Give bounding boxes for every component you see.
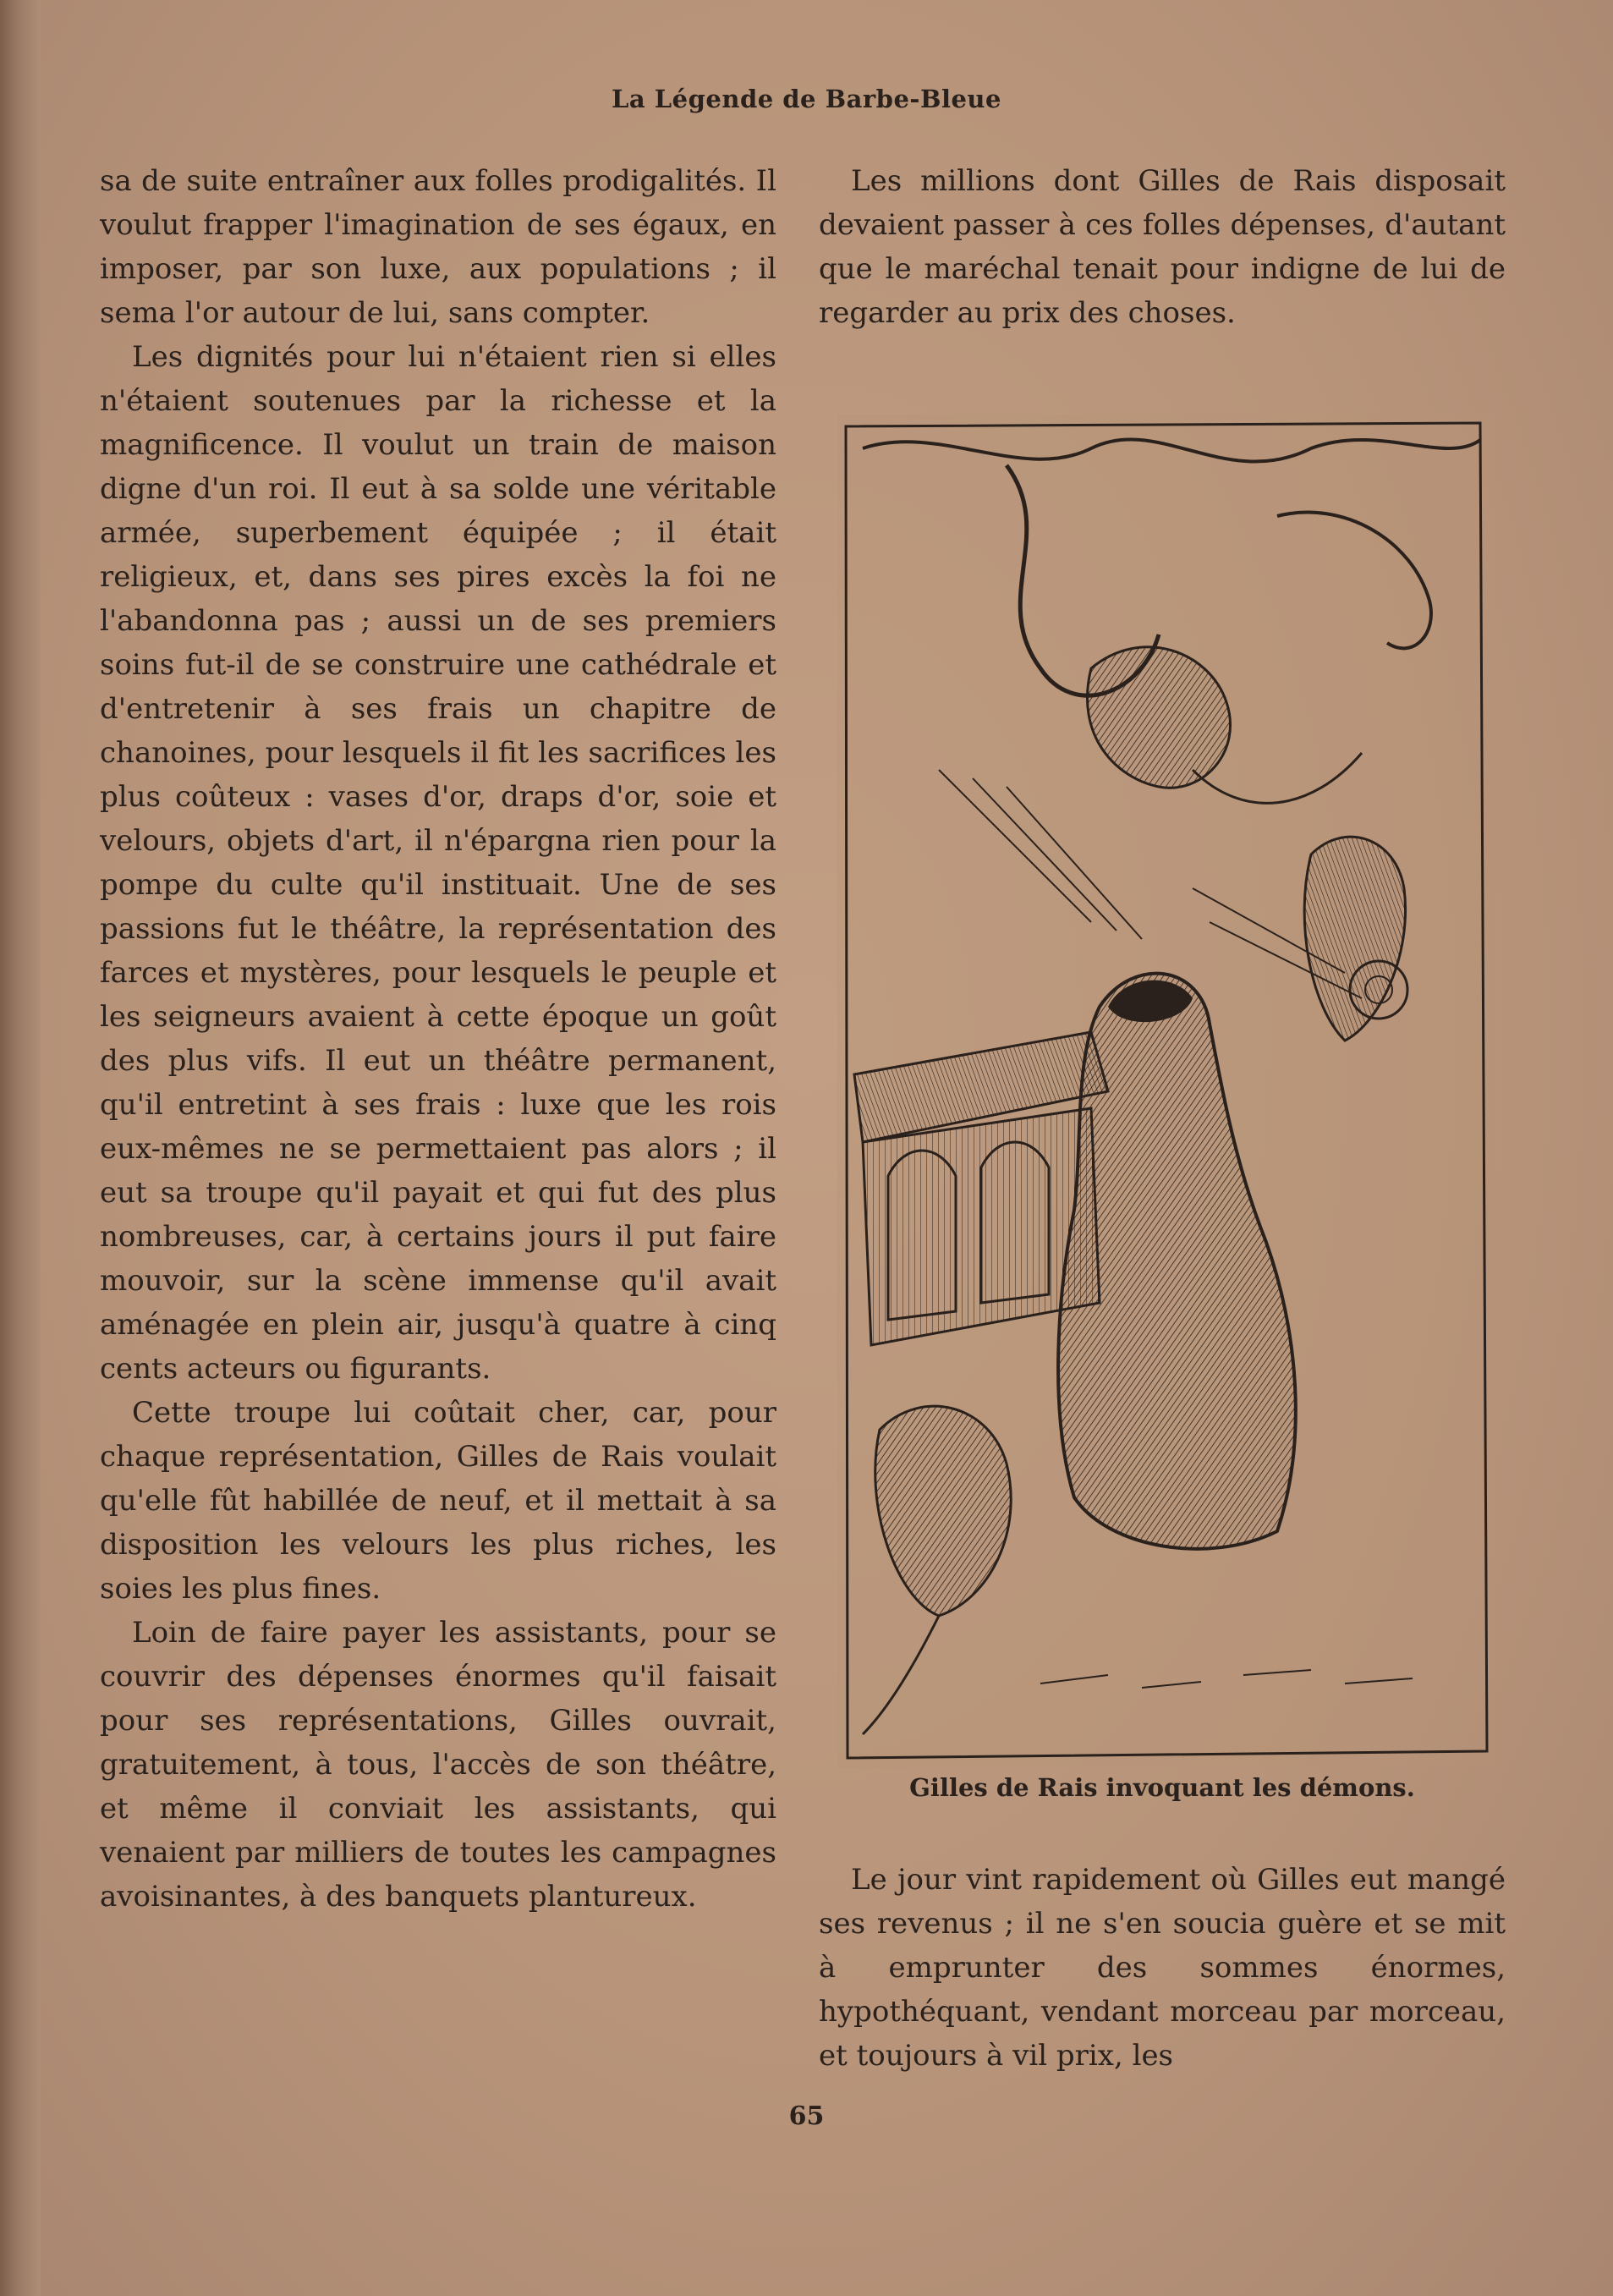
paragraph: Loin de faire payer les assistants, pour se couvrir des dépenses énormes qu'il faisait pour ses représentations, Gilles ouvrait, gratuitement, à tous, l'accès de son théâtre, et même il conviait les assistants, qui venaient par milliers de toutes les campagnes avoisinantes, à des banquets plantureux. — [100, 1616, 776, 1914]
engraving-illustration — [837, 415, 1495, 1768]
binding-gutter — [0, 0, 41, 2296]
page-number: 65 — [788, 2101, 825, 2131]
paragraph: sa de suite entraîner aux folles prodigalités. Il voulut frapper l'imagination de ses égaux, en imposer, par son luxe, aux populations ; il sema l'or autour de lui, sans compter. — [100, 164, 776, 330]
paragraph: Les dignités pour lui n'étaient rien si elles n'étaient soutenues par la richesse et la magnificence. Il voulut un train de maison digne d'un roi. Il eut à sa solde une véritable armée, superbement équipée ; il était religieux, et, dans ses pires excès la foi ne l'abandonna pas ; aussi un de ses premiers soins fut-il de se construire une cathédrale et d'entretenir à ses frais un chapitre de chanoines, pour lesquels il fit les sacrifices les plus coûteux : vases d'or, draps d'or, soie et velours, objets d'art, il n'épargna rien pour la pompe du culte qu'il instituait. Une de ses passions fut le théâtre, la représentation des farces et mystères, pour lesquels le peuple et les seigneurs avaient à cette époque un goût des plus vifs. Il eut un théâtre permanent, qu'il entretint à ses frais : luxe que les rois eux-mêmes ne se permettaient pas alors ; il eut sa troupe qu'il payait et qui fut des plus nombreuses, car, à certains jours il put faire mouvoir, sur la scène immense qu'il avait aménagée en plein air, jusqu'à quatre à cinq cents acteurs ou figurants. — [100, 340, 776, 1386]
right-column-top — [819, 159, 1506, 335]
paragraph: Le jour vint rapidement où Gilles eut mangé ses revenus ; il ne s'en soucia guère et se mit à emprunter des sommes énormes, hypothéquant, vendant morceau par morceau, et toujours à vil prix, les — [819, 1863, 1506, 2073]
left-column — [100, 159, 776, 1919]
right-column-bottom — [819, 1858, 1506, 2078]
figure-caption: Gilles de Rais invoquant les démons. — [909, 1773, 1415, 1802]
paragraph: Les millions dont Gilles de Rais disposait devaient passer à ces folles dépenses, d'autant que le maréchal tenait pour indigne de lui de regarder au prix des choses. — [819, 164, 1506, 330]
paragraph: Cette troupe lui coûtait cher, car, pour chaque représentation, Gilles de Rais voulait qu'elle fût habillée de neuf, et il mettait à sa disposition les velours les plus riches, les soies les plus fines. — [100, 1396, 776, 1606]
running-head: La Légende de Barbe-Bleue — [612, 85, 1001, 113]
